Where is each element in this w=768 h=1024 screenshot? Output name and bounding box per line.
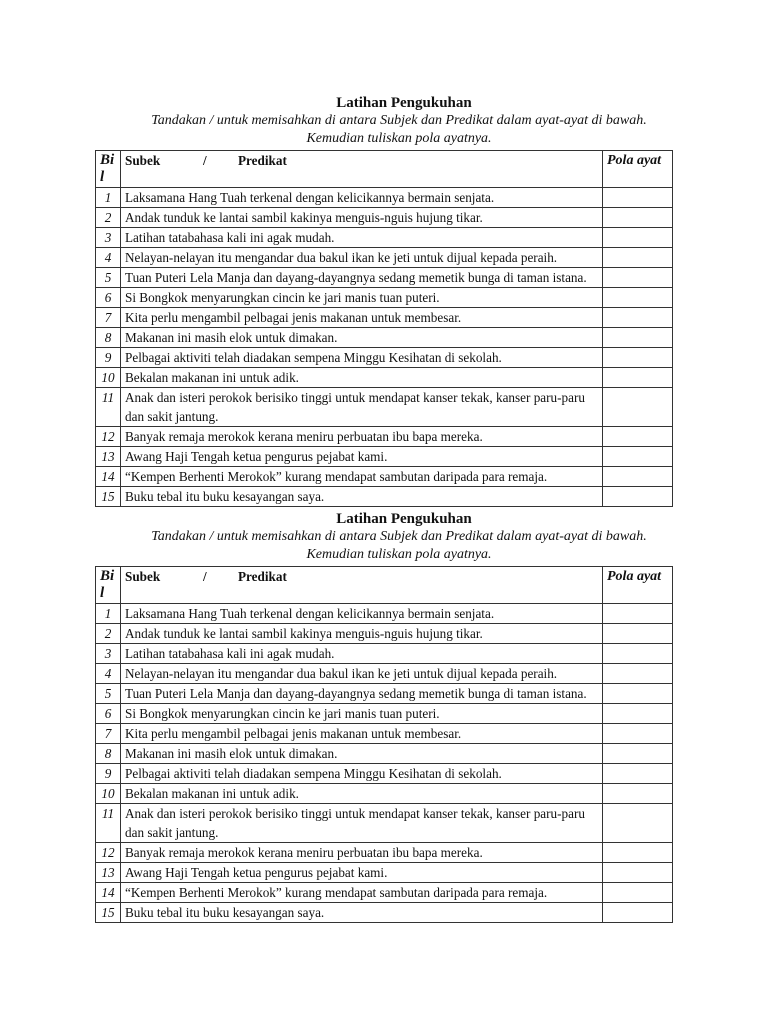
header-predikat: Predikat	[238, 153, 287, 168]
sentence-cell: Pelbagai aktiviti telah diadakan sempena Minggu Kesihatan di sekolah.	[121, 348, 603, 368]
pola-ayat-answer-cell[interactable]	[603, 188, 673, 208]
pola-ayat-answer-cell[interactable]	[603, 784, 673, 804]
table-row	[96, 704, 673, 724]
table-row	[96, 268, 673, 288]
row-number: 9	[96, 764, 121, 784]
sentence-cell: Kita perlu mengambil pelbagai jenis makanan untuk membesar.	[121, 724, 603, 744]
sentence-cell: Makanan ini masih elok untuk dimakan.	[121, 328, 603, 348]
worksheet-title: Latihan Pengukuhan	[336, 95, 472, 111]
pola-ayat-answer-cell[interactable]	[603, 248, 673, 268]
row-number: 8	[96, 328, 121, 348]
row-number: 13	[96, 863, 121, 883]
row-number: 14	[96, 467, 121, 487]
table-row	[96, 644, 673, 664]
pola-ayat-answer-cell[interactable]	[603, 624, 673, 644]
instruction-line-1: Tandakan / untuk memisahkan di antara Subjek dan Predikat dalam ayat-ayat di bawah.	[151, 529, 647, 544]
sentence-cell: Buku tebal itu buku kesayangan saya.	[121, 903, 603, 923]
sentence-cell: Tuan Puteri Lela Manja dan dayang-dayangnya sedang memetik bunga di taman istana.	[121, 684, 603, 704]
pola-ayat-answer-cell[interactable]	[603, 348, 673, 368]
row-number: 7	[96, 724, 121, 744]
pola-ayat-answer-cell[interactable]	[603, 467, 673, 487]
sentence-cell: “Kempen Berhenti Merokok” kurang mendapat sambutan daripada para remaja.	[121, 467, 603, 487]
pola-ayat-answer-cell[interactable]	[603, 684, 673, 704]
table-row	[96, 804, 673, 843]
row-number: 4	[96, 248, 121, 268]
row-number: 3	[96, 228, 121, 248]
row-number: 12	[96, 843, 121, 863]
table-row	[96, 664, 673, 684]
row-number: 13	[96, 447, 121, 467]
row-number: 8	[96, 744, 121, 764]
row-number: 9	[96, 348, 121, 368]
row-number: 3	[96, 644, 121, 664]
header-subek: Subek	[125, 153, 161, 168]
sentence-cell: Si Bongkok menyarungkan cincin ke jari manis tuan puteri.	[121, 288, 603, 308]
table-row	[96, 288, 673, 308]
table-row	[96, 228, 673, 248]
sentence-cell: Bekalan makanan ini untuk adik.	[121, 784, 603, 804]
row-number: 4	[96, 664, 121, 684]
table-row	[96, 903, 673, 923]
row-number: 15	[96, 903, 121, 923]
table-row	[96, 388, 673, 427]
pola-ayat-answer-cell[interactable]	[603, 664, 673, 684]
exercise-table	[95, 566, 673, 923]
sentence-cell: Nelayan-nelayan itu mengandar dua bakul ikan ke jeti untuk dijual kepada peraih.	[121, 248, 603, 268]
row-number: 15	[96, 487, 121, 507]
header-slash: /	[203, 569, 207, 584]
header-pola-ayat: Pola ayat	[603, 151, 673, 188]
header-slash: /	[203, 153, 207, 168]
table-row	[96, 724, 673, 744]
pola-ayat-answer-cell[interactable]	[603, 487, 673, 507]
worksheet-2	[95, 510, 673, 923]
sentence-cell: Si Bongkok menyarungkan cincin ke jari manis tuan puteri.	[121, 704, 603, 724]
sentence-cell: Banyak remaja merokok kerana meniru perbuatan ibu bapa mereka.	[121, 427, 603, 447]
pola-ayat-answer-cell[interactable]	[603, 268, 673, 288]
table-row	[96, 764, 673, 784]
table-header-row	[96, 567, 673, 604]
header-subek: Subek	[125, 569, 161, 584]
rows-body	[96, 604, 673, 923]
pola-ayat-answer-cell[interactable]	[603, 843, 673, 863]
pola-ayat-answer-cell[interactable]	[603, 704, 673, 724]
pola-ayat-answer-cell[interactable]	[603, 764, 673, 784]
table-row	[96, 604, 673, 624]
table-row	[96, 744, 673, 764]
table-row	[96, 427, 673, 447]
pola-ayat-answer-cell[interactable]	[603, 883, 673, 903]
header-predikat: Predikat	[238, 569, 287, 584]
sentence-cell: Awang Haji Tengah ketua pengurus pejabat kami.	[121, 863, 603, 883]
sentence-cell: Makanan ini masih elok untuk dimakan.	[121, 744, 603, 764]
row-number: 11	[96, 388, 121, 427]
table-row	[96, 208, 673, 228]
table-row	[96, 624, 673, 644]
sentence-cell: Andak tunduk ke lantai sambil kakinya menguis-nguis hujung tikar.	[121, 624, 603, 644]
header-bil: Bi l	[96, 151, 121, 188]
table-row	[96, 368, 673, 388]
instruction-line-1: Tandakan / untuk memisahkan di antara Subjek dan Predikat dalam ayat-ayat di bawah.	[151, 113, 647, 128]
pola-ayat-answer-cell[interactable]	[603, 388, 673, 427]
pola-ayat-answer-cell[interactable]	[603, 208, 673, 228]
row-number: 10	[96, 368, 121, 388]
pola-ayat-answer-cell[interactable]	[603, 604, 673, 624]
table-row	[96, 883, 673, 903]
table-row	[96, 328, 673, 348]
row-number: 10	[96, 784, 121, 804]
sentence-cell: Laksamana Hang Tuah terkenal dengan kelicikannya bermain senjata.	[121, 188, 603, 208]
header-subject-predicate	[121, 567, 603, 604]
sentence-cell: Anak dan isteri perokok berisiko tinggi untuk mendapat kanser tekak, kanser paru-paru dan sakit jantung.	[121, 388, 603, 427]
table-header-row	[96, 151, 673, 188]
sentence-cell: Kita perlu mengambil pelbagai jenis makanan untuk membesar.	[121, 308, 603, 328]
table-row	[96, 784, 673, 804]
worksheet-title: Latihan Pengukuhan	[336, 511, 472, 527]
sentence-cell: Laksamana Hang Tuah terkenal dengan kelicikannya bermain senjata.	[121, 604, 603, 624]
table-row	[96, 487, 673, 507]
table-row	[96, 467, 673, 487]
sentence-cell: Nelayan-nelayan itu mengandar dua bakul ikan ke jeti untuk dijual kepada peraih.	[121, 664, 603, 684]
row-number: 6	[96, 288, 121, 308]
row-number: 2	[96, 624, 121, 644]
row-number: 12	[96, 427, 121, 447]
sentence-cell: Anak dan isteri perokok berisiko tinggi untuk mendapat kanser tekak, kanser paru-paru dan sakit jantung.	[121, 804, 603, 843]
row-number: 6	[96, 704, 121, 724]
table-row	[96, 348, 673, 368]
row-number: 11	[96, 804, 121, 843]
worksheet-1	[95, 94, 673, 507]
header-subject-predicate	[121, 151, 603, 188]
row-number: 14	[96, 883, 121, 903]
pola-ayat-answer-cell[interactable]	[603, 427, 673, 447]
sentence-cell: Buku tebal itu buku kesayangan saya.	[121, 487, 603, 507]
sentence-cell: Tuan Puteri Lela Manja dan dayang-dayangnya sedang memetik bunga di taman istana.	[121, 268, 603, 288]
sentence-cell: Latihan tatabahasa kali ini agak mudah.	[121, 228, 603, 248]
row-number: 1	[96, 188, 121, 208]
sentence-cell: Pelbagai aktiviti telah diadakan sempena Minggu Kesihatan di sekolah.	[121, 764, 603, 784]
sentence-cell: Latihan tatabahasa kali ini agak mudah.	[121, 644, 603, 664]
table-row	[96, 843, 673, 863]
header-bil: Bi l	[96, 567, 121, 604]
row-number: 1	[96, 604, 121, 624]
exercise-table	[95, 150, 673, 507]
sentence-cell: Bekalan makanan ini untuk adik.	[121, 368, 603, 388]
table-row	[96, 248, 673, 268]
row-number: 5	[96, 684, 121, 704]
table-row	[96, 188, 673, 208]
table-row	[96, 447, 673, 467]
instruction-line-2: Kemudian tuliskan pola ayatnya.	[306, 131, 492, 146]
pola-ayat-answer-cell[interactable]	[603, 308, 673, 328]
row-number: 5	[96, 268, 121, 288]
header-pola-ayat: Pola ayat	[603, 567, 673, 604]
pola-ayat-answer-cell[interactable]	[603, 644, 673, 664]
table-row	[96, 308, 673, 328]
pola-ayat-answer-cell[interactable]	[603, 447, 673, 467]
pola-ayat-answer-cell[interactable]	[603, 903, 673, 923]
pola-ayat-answer-cell[interactable]	[603, 368, 673, 388]
row-number: 7	[96, 308, 121, 328]
sentence-cell: Banyak remaja merokok kerana meniru perbuatan ibu bapa mereka.	[121, 843, 603, 863]
pola-ayat-answer-cell[interactable]	[603, 228, 673, 248]
table-row	[96, 863, 673, 883]
row-number: 2	[96, 208, 121, 228]
pola-ayat-answer-cell[interactable]	[603, 863, 673, 883]
instruction-line-2: Kemudian tuliskan pola ayatnya.	[306, 547, 492, 562]
sentence-cell: Awang Haji Tengah ketua pengurus pejabat kami.	[121, 447, 603, 467]
pola-ayat-answer-cell[interactable]	[603, 804, 673, 843]
pola-ayat-answer-cell[interactable]	[603, 328, 673, 348]
table-row	[96, 684, 673, 704]
pola-ayat-answer-cell[interactable]	[603, 724, 673, 744]
sentence-cell: “Kempen Berhenti Merokok” kurang mendapat sambutan daripada para remaja.	[121, 883, 603, 903]
pola-ayat-answer-cell[interactable]	[603, 744, 673, 764]
rows-body	[96, 188, 673, 507]
sentence-cell: Andak tunduk ke lantai sambil kakinya menguis-nguis hujung tikar.	[121, 208, 603, 228]
pola-ayat-answer-cell[interactable]	[603, 288, 673, 308]
